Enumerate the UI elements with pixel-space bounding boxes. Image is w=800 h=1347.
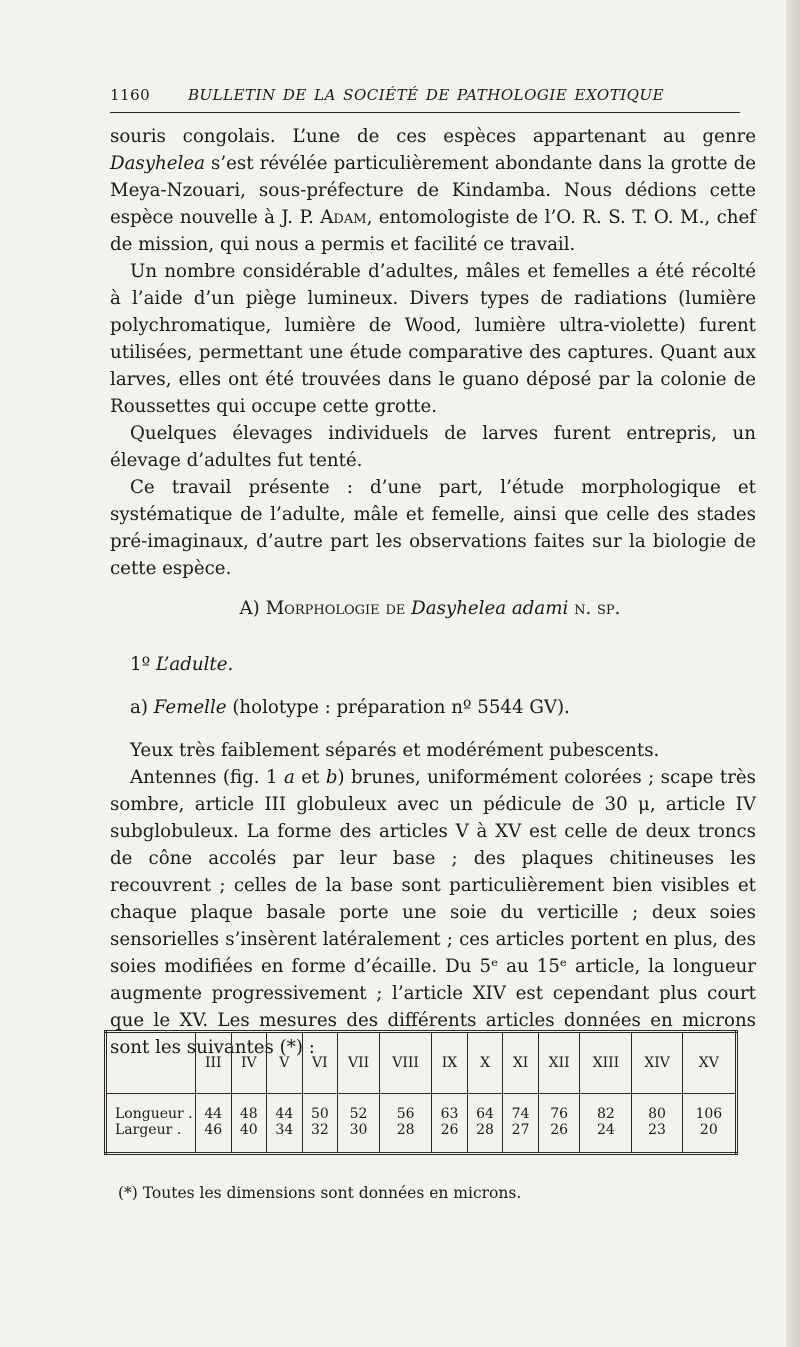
intro-text (110, 123, 756, 582)
subsection-number: 1º (130, 654, 151, 675)
paragraph: Yeux très faiblement séparés et modérément pubescents. (130, 740, 660, 761)
measurement-table (104, 1030, 738, 1155)
column-header: XI (503, 1032, 539, 1094)
fig-ref: b (325, 767, 338, 788)
fig-ref: a (284, 767, 295, 788)
table-cell: 28 (379, 1122, 431, 1154)
text-run: Antennes (fig. 1 (130, 767, 284, 788)
text-run: s’est révélée particulièrement abondante dans la grotte de Meya-Nzouari, sous-préfecture de Kindamba. Nous dédions cette espèce nouvelle à J. P. (110, 153, 756, 228)
section-heading (0, 598, 800, 619)
journal-title: BULLETIN DE LA SOCIÉTÉ DE PATHOLOGIE EXOTIQUE (188, 86, 665, 104)
footnote: (*) Toutes les dimensions sont données en microns. (118, 1184, 522, 1202)
table-cell: 26 (432, 1122, 468, 1154)
column-header: XIII (580, 1032, 632, 1094)
column-header: XV (682, 1032, 736, 1094)
table-cell: 30 (338, 1122, 380, 1154)
column-header: V (267, 1032, 303, 1094)
female-detail: (holotype : préparation nº 5544 GV). (226, 697, 570, 718)
person-name: Adam (320, 207, 367, 228)
column-header: X (467, 1032, 503, 1094)
species-suffix: n. sp. (574, 598, 621, 619)
paragraph: Ce travail présente : d’une part, l’étude morphologique et systématique de l’adulte, mâle et femelle, ainsi que celle des stades pré-imaginaux, d’autre part les observations faites sur la biologie de cette espèce. (110, 477, 756, 579)
table-cell: 44 (196, 1094, 232, 1123)
table-cell: 64 (467, 1094, 503, 1123)
column-header: IX (432, 1032, 468, 1094)
female-label: a) (130, 697, 154, 718)
table-cell: 76 (538, 1094, 580, 1123)
header-rule (110, 112, 740, 113)
table-cell: 23 (632, 1122, 682, 1154)
column-header: VI (302, 1032, 338, 1094)
column-header: VII (338, 1032, 380, 1094)
table-cell: 24 (580, 1122, 632, 1154)
row-label: Longueur . (115, 1106, 193, 1122)
table-cell: 40 (231, 1122, 267, 1154)
table-cell: 26 (538, 1122, 580, 1154)
female-heading (130, 697, 570, 718)
subsection-title: L’adulte. (155, 654, 234, 675)
column-header: VIII (379, 1032, 431, 1094)
table-cell: 50 (302, 1094, 338, 1123)
section-title-text: Morphologie de (265, 598, 406, 619)
row-label: Largeur . (115, 1122, 182, 1138)
table-header-row (106, 1032, 737, 1094)
column-header: XIV (632, 1032, 682, 1094)
text-run: souris congolais. L’une de ces espèces appartenant au genre (110, 126, 756, 147)
section-prefix: A) (239, 598, 266, 619)
page-edge (786, 0, 800, 1347)
table-cell: 34 (267, 1122, 303, 1154)
table-cell: 52 (338, 1094, 380, 1123)
paragraph: Un nombre considérable d’adultes, mâles et femelles a été récolté à l’aide d’un piège lumineux. Divers types de radiations (lumière polychromatique, lumière de Wood, lumière ultra-violette) furent utilisées, permettant une étude comparative des captures. Quant aux larves, elles ont été trouvées dans le guano déposé par la colonie de Roussettes qui occupe cette grotte. (110, 261, 756, 417)
table-cell: 80 (632, 1094, 682, 1123)
text-run: ) brunes, uniformément colorées ; scape très sombre, article III globuleux avec un pédicule de 30 μ, article IV subglobuleux. La forme des articles V à XV est celle de deux troncs de cône accolés par leur base ; des plaques chitineuses les recouvrent ; celles de la base sont particulièrement bien visibles et chaque plaque basale porte une soie du verticille ; deux soies sensorielles s’insèrent latéralement ; ces articles portent en plus, des soies modifiées en forme d’écaille. Du 5ᵉ au 15ᵉ article, la longueur augmente progressivement ; l’article XIV est cependant plus court que le XV. Les mesures des différents articles données en microns sont les suivantes (*) : (110, 767, 756, 1058)
table-cell: 74 (503, 1094, 539, 1123)
table-cell: 28 (467, 1122, 503, 1154)
genus-name: Dasyhelea (110, 153, 205, 174)
table-row (106, 1094, 737, 1123)
paragraph (110, 764, 756, 1061)
page-number: 1160 (110, 86, 151, 104)
table-cell: 63 (432, 1094, 468, 1123)
table-cell: 82 (580, 1094, 632, 1123)
table-cell: 44 (267, 1094, 303, 1123)
female-name: Femelle (153, 697, 227, 718)
paragraph (110, 123, 756, 258)
text-run: et (294, 767, 326, 788)
table-cell: 48 (231, 1094, 267, 1123)
table-cell: 56 (379, 1094, 431, 1123)
table-corner (106, 1032, 196, 1094)
column-header: III (196, 1032, 232, 1094)
table-cell: 46 (196, 1122, 232, 1154)
column-header: IV (231, 1032, 267, 1094)
paragraph: Quelques élevages individuels de larves furent entrepris, un élevage d’adultes fut tenté. (110, 423, 756, 471)
table-cell: 106 (682, 1094, 736, 1123)
column-header: XII (538, 1032, 580, 1094)
table-cell: 32 (302, 1122, 338, 1154)
table-cell: 20 (682, 1122, 736, 1154)
description-text (110, 737, 756, 1061)
table-cell: 27 (503, 1122, 539, 1154)
subsection-heading (130, 654, 233, 675)
table-row (106, 1122, 737, 1154)
text-run: , entomologiste de l’O. R. S. T. O. M., chef de mission, qui nous a permis et facilité ce travail. (110, 207, 756, 255)
species-name: Dasyhelea adami (411, 598, 569, 619)
